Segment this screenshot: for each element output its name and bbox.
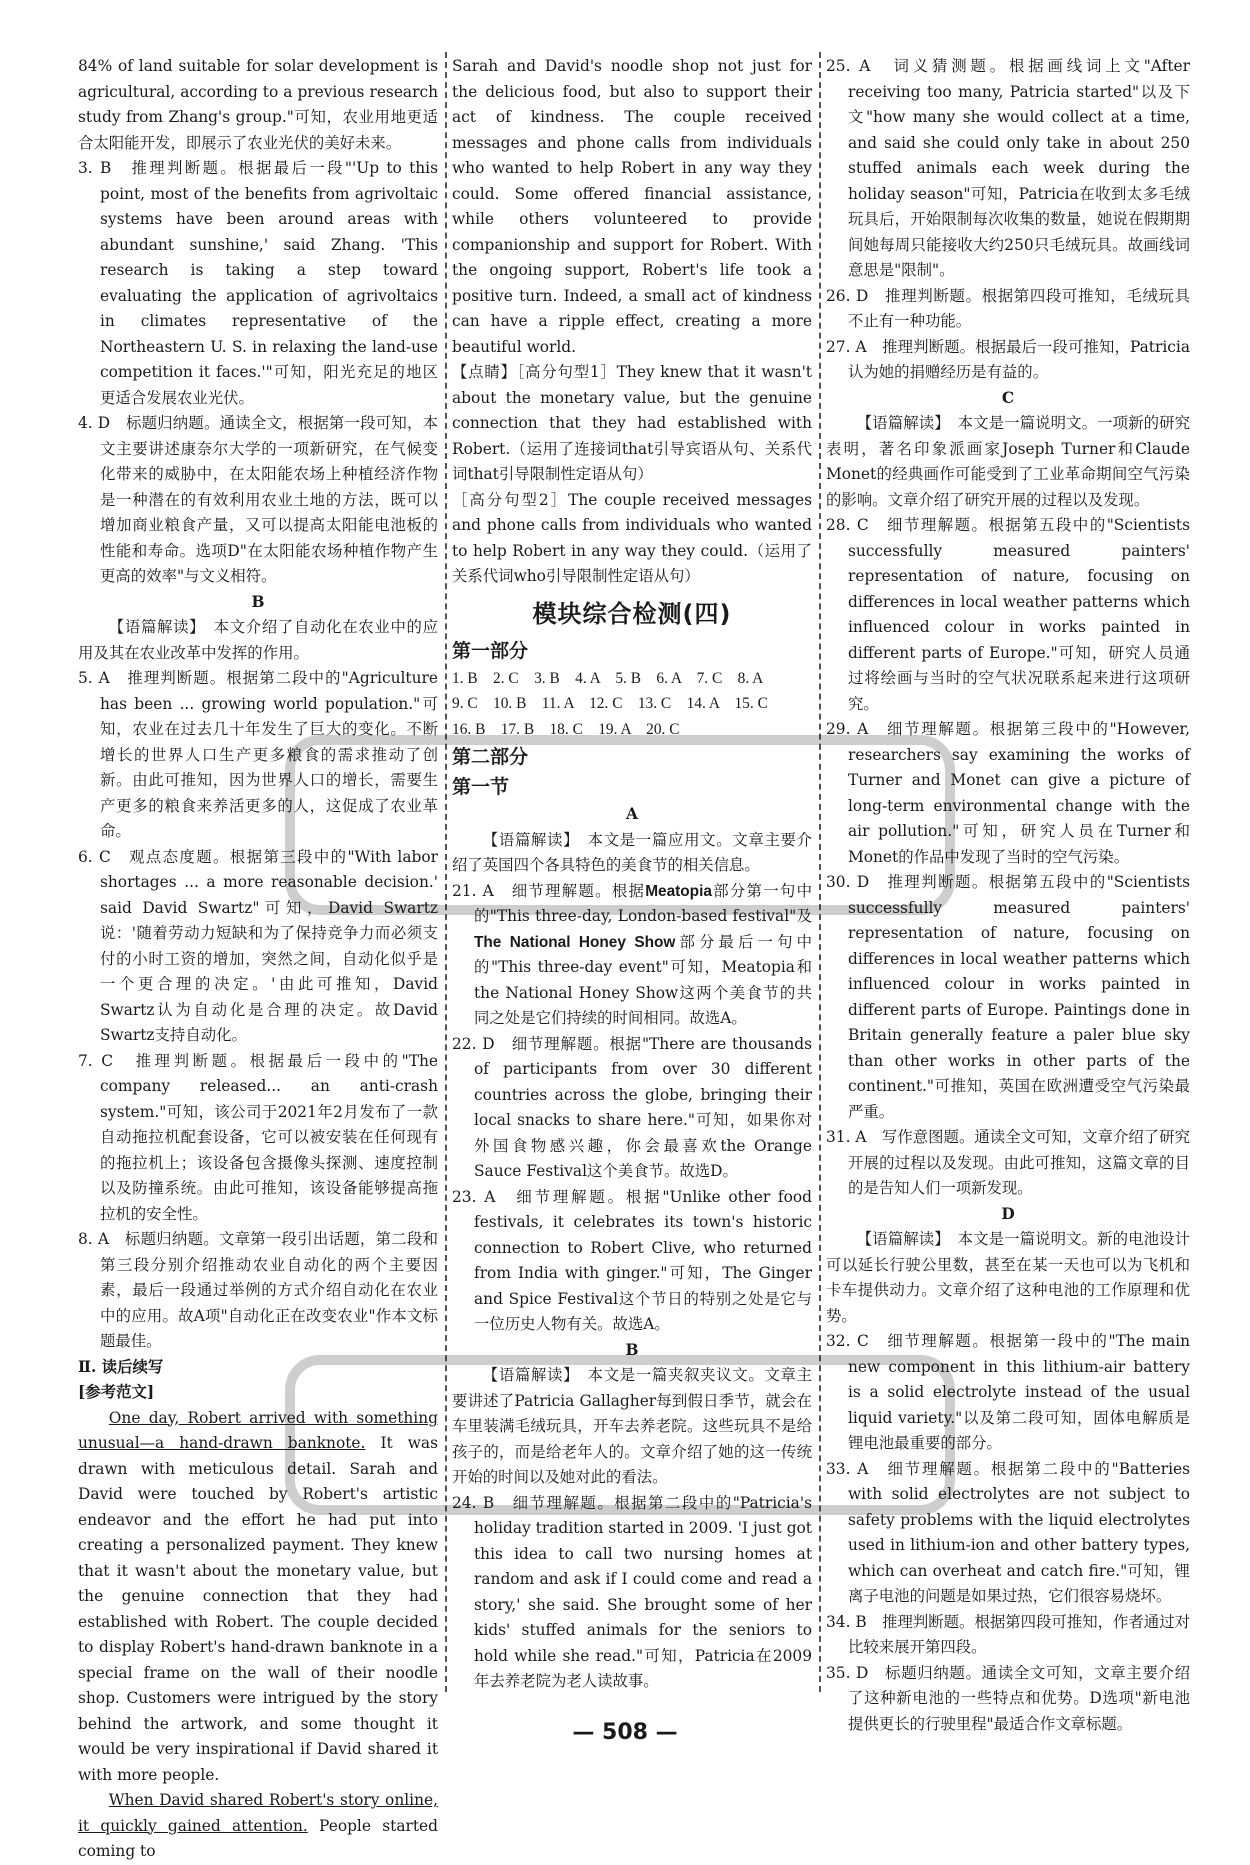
left-column <box>78 54 439 1860</box>
left-item: Ⅱ. 读后续写 <box>78 1357 164 1376</box>
essay-continuation: Sarah and David's noodle shop not just for the delicious food, but also to support their act of kindness. The couple received messages and phone calls from individuals who wanted to help Robert in any way they could. Some offered financial assistance, while others volunteered to provide companionship and support for Robert. With the ongoing support, Robert's life took a positive turn. Indeed, a small act of kindness can have a ripple effect, creating a more beautiful world. <box>452 57 812 356</box>
left-item: 4. D 标题归纳题。通读全文，根据第一段可知，本文主要讲述康奈尔大学的一项新研究，在气候变化带来的威胁中，在太阳能农场上种植经济作物是一种潜在的有效利用农业土地的方法，既可以增加商业粮食产量，又可以提高太阳能电池板的性能和寿命。选项D"在太阳能农场种植作物产生更高的效率"与文义相符。 <box>78 414 438 585</box>
middle-subheading: B <box>625 1340 639 1359</box>
middle-item: 24. B 细节理解题。根据第二段中的"Patricia's holiday tradition started in 2009. 'I just got this idea to call two nursing homes at random and ask if I could come and read a story,' she said. She brought some of her kids' stuffed animals for the seniors to hold while she read."可知，Patricia在2009年去养老院为老人读故事。 <box>452 1493 812 1690</box>
page-number: — 508 — <box>572 1720 678 1745</box>
right-item: 28. C 细节理解题。根据第五段中的"Scientists successfully measured painters' representation of nature, focusing on differences in local weather patterns which influenced colour in works painted in different parts of Europe."可知，研究人员通过将绘画与当时的空气状况联系起来进行这项研究。 <box>826 516 1190 713</box>
answers-line-2: 9. C 10. B 11. A 12. C 13. C 14. A 15. C <box>452 695 768 712</box>
left-item: [参考范文] <box>78 1383 155 1401</box>
right-item: 34. B 推理判断题。根据第四段可推知，作者通过对比较来展开第四段。 <box>826 1612 1190 1656</box>
right-item: 31. A 写作意图题。通读全文可知，文章介绍了研究开展的过程以及发现。由此可推知，这篇文章的目的是告知人们一项新发现。 <box>826 1128 1190 1197</box>
left-item: 5. A 推理判断题。根据第二段中的"Agriculture has been ... growing world population."可知，农业在过去几十年发生了巨大的变化。不断增长的世界人口生产更多粮食的需求推动了创新。由此可推知，因为世界人口的增长，需要生产更多的粮食来养活更多的人，这促成了农业革命。 <box>78 669 438 840</box>
left-item: 7. C 推理判断题。根据最后一段中的"The company released... an anti-crash system."可知，该公司于2021年2月发布了一款自动拖拉机配套设备，它可以被安装在任何现有的拖拉机上；该设备包含摄像头探测、速度控制以及防撞系统。由此可推知，该设备能够提高拖拉机的安全性。 <box>78 1051 438 1223</box>
model-essay-paragraph-2 <box>78 1788 438 1865</box>
left-item: 8. A 标题归纳题。文章第一段引出话题，第二段和第三段分别介绍推动农业自动化的两个主要因素，最后一段通过举例的方式介绍自动化在农业中的应用。故A项"自动化正在改变农业"作本文标题最佳。 <box>78 1230 438 1350</box>
right-subheading: D <box>1001 1204 1015 1223</box>
right-item: 35. D 标题归纳题。通读全文可知，文章主要介绍了这种新电池的一些特点和优势。D选项"新电池提供更长的行驶里程"最适合作文章标题。 <box>826 1663 1190 1733</box>
left-passage-summary: 【语篇解读】 本文介绍了自动化在农业中的应用及其在农业改革中发挥的作用。 <box>78 618 438 662</box>
sentence-note-1: 【点睛】［高分句型1］They knew that it wasn't about the monetary value, but the genuine connection that they had established with Robert.（运用了连接词that引导宾语从句、关系代词that引导限制性定语从句） <box>452 363 812 483</box>
right-item: 30. D 推理判断题。根据第五段中的"Scientists successfully measured painters' representation of nature, focusing on differences in local weather patterns which influenced colour in works painted in different parts of Europe. Paintings done in Britain generally feature a paler blue sky than other works in other parts of the continent."可推知，英国在欧洲遭受空气污染最严重。 <box>826 873 1190 1121</box>
meatopia-label: Meatopia <box>645 882 712 900</box>
honey-show-label: The National Honey Show <box>474 933 676 951</box>
part-two-heading: 第二部分 <box>452 746 529 768</box>
essay-paragraph-2-body: People started coming to <box>78 1816 439 1860</box>
right-passage-summary: 【语篇解读】 本文是一篇说明文。一项新的研究表明，著名印象派画家Joseph Turner和Claude Monet的经典画作可能受到了工业革命期间空气污染的影响。文章介绍了研究开展的过程以及发现。 <box>826 414 1190 509</box>
right-item: 33. A 细节理解题。根据第二段中的"Batteries with solid electrolytes are not subject to safety problems with the liquid electrolytes used in lithium-ion and other battery types, which can overheat and catch fire."可知，锂离子电池的问题是如果过热，它们很容易烧坏。 <box>826 1459 1190 1605</box>
middle-column-items <box>452 802 812 1695</box>
column-divider-2 <box>819 52 821 1692</box>
middle-passage-summary: 【语篇解读】 本文是一篇应用文。文章主要介绍了英国四个各具特色的美食节的相关信息。 <box>452 830 812 874</box>
essay-paragraph-1-body: It was drawn with meticulous detail. Sarah and David were touched by Robert's artistic endeavor and the effort he had put into creating a personalized payment. They knew that it wasn't about the monetary value, but the genuine connection that they had established with Robert. The couple decided to display Robert's hand-drawn banknote in a special frame on the wall of their noodle shop. Customers were intrigued by the story behind the artwork, and some thought it would be very inspirational if David shared it with more people. <box>78 1434 439 1784</box>
right-item: 32. C 细节理解题。根据第一段中的"The main new component in this lithium-air battery is a solid electrolyte instead of the usual liquid variety."以及第二段可知，固体电解质是锂电池最重要的部分。 <box>826 1332 1190 1452</box>
essay-opening-sentence-1: One day, Robert arrived with something unusual—a hand-drawn banknote. <box>78 1408 438 1452</box>
left-item: 6. C 观点态度题。根据第三段中的"With labor shortages ... a more reasonable decision.' said David Swartz"可知，David Swartz说：'随着劳动力短缺和为了保持竞争力而必须支付的小时工资的增加，突然之间，自动化似乎是一个更合理的决定。'由此可推知，David Swartz认为自动化是合理的决定。故David Swartz支持自动化。 <box>78 847 438 1044</box>
right-item: 29. A 细节理解题。根据第三段中的"However, researchers say examining the works of Turner and Monet can give a picture of long-term environmental change with the air pollution."可知，研究人员在Turner和Monet的作品中发现了当时的空气污染。 <box>826 720 1190 866</box>
right-column <box>826 54 1190 1733</box>
answers-line-3: 16. B 17. B 18. C 19. A 20. C <box>452 720 680 738</box>
right-item: 27. A 推理判断题。根据最后一段可推知，Patricia认为她的捐赠经历是有益的。 <box>826 337 1190 381</box>
right-passage-summary: 【语篇解读】 本文是一篇说明文。新的电池设计可以延长行驶公里数，甚至在某一天也可以为飞机和卡车提供动力。文章介绍了这种电池的工作原理和优势。 <box>826 1230 1190 1325</box>
left-subheading: B <box>251 592 265 611</box>
column-divider-1 <box>445 52 447 1692</box>
answers-line-1: 1. B 2. C 3. B 4. A 5. B 6. A 7. C 8. A <box>452 669 764 687</box>
right-item: 26. D 推理判断题。根据第四段可推知，毛绒玩具不止有一种功能。 <box>826 286 1190 330</box>
section-one-heading: 第一节 <box>452 776 510 798</box>
answer-item-21: 21. A 细节理解题。根据Meatopia部分第一句中的"This three-day, London-based festival"及The National Honey Show部分最后一句中的"This three-day event"可知，Meatopia和the National Honey Show这两个美食节的共同之处是它们持续的时间相同。故选A。 <box>452 881 812 1027</box>
essay-notes <box>452 360 812 590</box>
part-one-heading: 第一部分 <box>452 639 529 662</box>
sentence-note-2: ［高分句型2］The couple received messages and phone calls from individuals who wanted to help Robert in any way they could.（运用了关系代词who引导限制性定语从句） <box>452 490 812 585</box>
middle-passage-summary: 【语篇解读】 本文是一篇夹叙夹议文。文章主要讲述了Patricia Gallagher每到假日季节，就会在车里装满毛绒玩具，开车去养老院。这些玩具不是给孩子的，而是给老年人的。文章介绍了她的这一传统开始的时间以及她对此的看法。 <box>452 1366 812 1486</box>
middle-column <box>452 54 812 1694</box>
right-subheading: C <box>1001 388 1015 407</box>
middle-item: 23. A 细节理解题。根据"Unlike other food festivals, it celebrates its town's historic connection to Robert Clive, who returned from India with ginger."可知，The Ginger and Spice Festival这个节日的特别之处是它与一位历史人物有关。故选A。 <box>452 1187 812 1333</box>
middle-item: 22. D 细节理解题。根据"There are thousands of participants from over 30 different countries across the globe, bringing their local snacks to share here."可知，如果你对外国食物感兴趣，你会最喜欢the Orange Sauce Festival这个美食节。故选D。 <box>452 1034 812 1180</box>
section-title: 模块综合检测(四) <box>532 599 732 628</box>
right-item: 25. A 词义猜测题。根据画线词上文"After receiving too many, Patricia started"以及下文"how many she would collect at a time, and said she could only take in about 250 stuffed animals each week during the holiday season"可知，Patricia在收到太多毛绒玩具后，开始限制每次收集的数量，她说在假期期间她每周只能接收大约250只毛绒玩具。故画线词意思是"限制"。 <box>826 57 1190 279</box>
middle-subheading: A <box>626 805 638 823</box>
left-item: 3. B 推理判断题。根据最后一段"'Up to this point, most of the benefits from agrivoltaic systems have been around areas with abundant sunshine,' said Zhang. 'This research is taking a step toward evaluating the application of agrivoltaics in climates representative of the Northeastern U. S. in relaxing the land-use competition it faces.'"可知，阳光充足的地区更适合发展农业光伏。 <box>78 159 438 407</box>
left-item: 84% of land suitable for solar development is agricultural, according to a previous research study from Zhang's group."可知，农业用地更适合太阳能开发，即展示了农业光伏的美好未来。 <box>78 57 438 152</box>
essay-opening-sentence-2: When David shared Robert's story online, it quickly gained attention. <box>78 1791 438 1835</box>
